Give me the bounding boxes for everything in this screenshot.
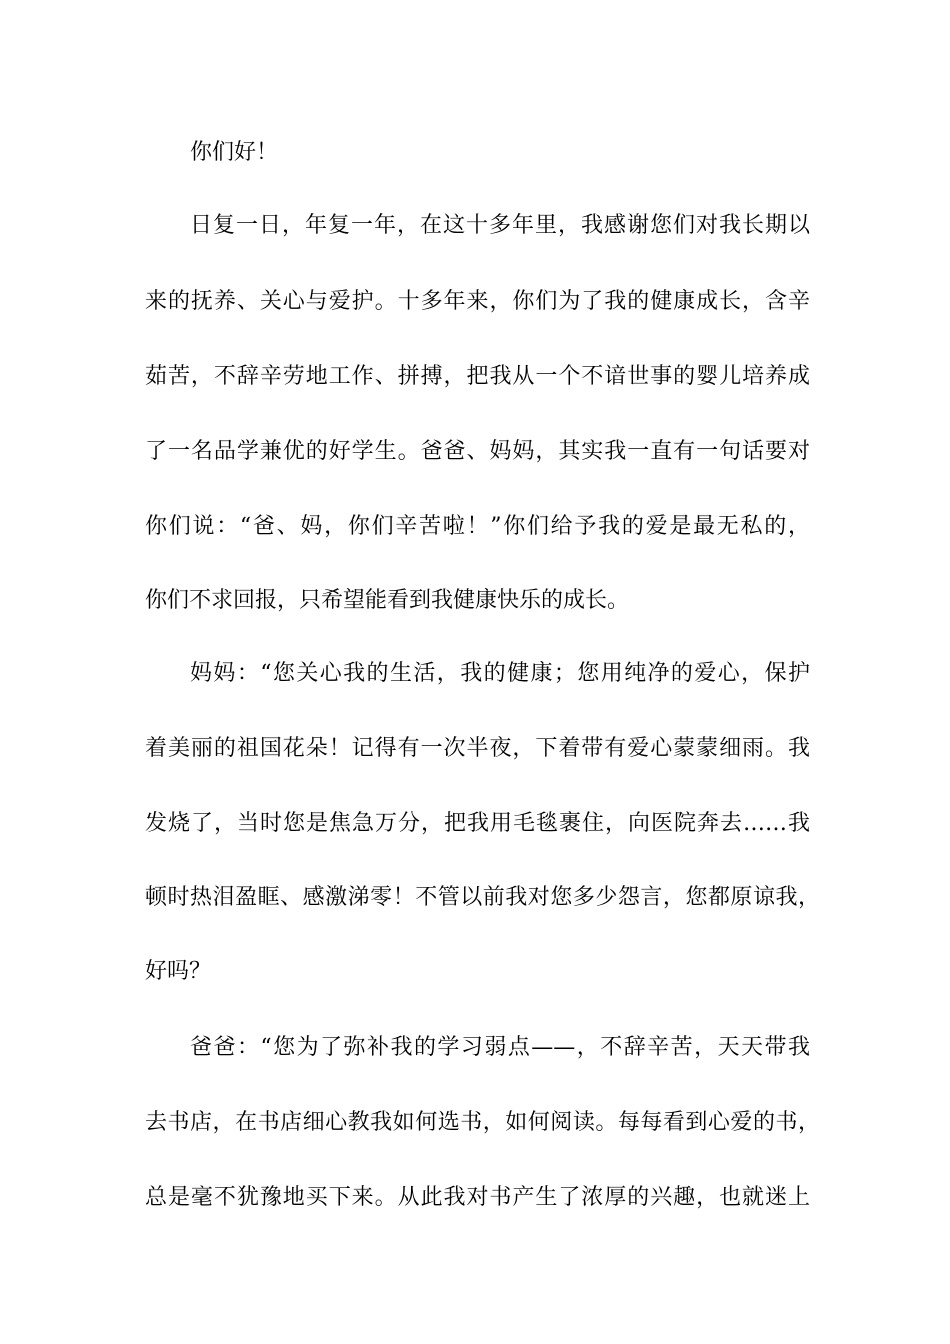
- paragraph-2-line-5: 好吗？: [145, 959, 212, 984]
- paragraph-1-line-3: 茹苦，不辞辛劳地工作、拼搏，把我从一个不谙世事的婴儿培养成: [145, 364, 810, 389]
- paragraph-3-line-3: 总是毫不犹豫地买下来。从此我对书产生了浓厚的兴趣，也就迷上: [145, 1185, 810, 1210]
- paragraph-1-line-5: 你们说：“爸、妈，你们辛苦啦！”你们给予我的爱是最无私的，: [145, 514, 810, 539]
- paragraph-2-line-4: 顿时热泪盈眶、感激涕零！不管以前我对您多少怨言，您都原谅我，: [145, 885, 820, 910]
- paragraph-1-line-6: 你们不求回报，只希望能看到我健康快乐的成长。: [145, 588, 630, 613]
- paragraph-3-line-1: 爸爸：“您为了弥补我的学习弱点——，不辞辛苦，天天带我: [190, 1035, 810, 1060]
- greeting-line: 你们好！: [190, 140, 279, 165]
- paragraph-2-line-1: 妈妈：“您关心我的生活，我的健康；您用纯净的爱心，保护: [190, 661, 810, 686]
- paragraph-2-line-3: 发烧了，当时您是焦急万分，把我用毛毯裹住，向医院奔去……我: [145, 811, 810, 836]
- paragraph-2-line-2: 着美丽的祖国花朵！记得有一次半夜，下着带有爱心蒙蒙细雨。我: [145, 736, 810, 761]
- paragraph-1-line-4: 了一名品学兼优的好学生。爸爸、妈妈，其实我一直有一句话要对: [145, 439, 810, 464]
- paragraph-1-line-1: 日复一日，年复一年，在这十多年里，我感谢您们对我长期以: [190, 213, 810, 238]
- paragraph-1-line-2: 来的抚养、关心与爱护。十多年来，你们为了我的健康成长，含辛: [145, 289, 810, 314]
- paragraph-3-line-2: 去书店，在书店细心教我如何选书，如何阅读。每每看到心爱的书，: [145, 1110, 820, 1135]
